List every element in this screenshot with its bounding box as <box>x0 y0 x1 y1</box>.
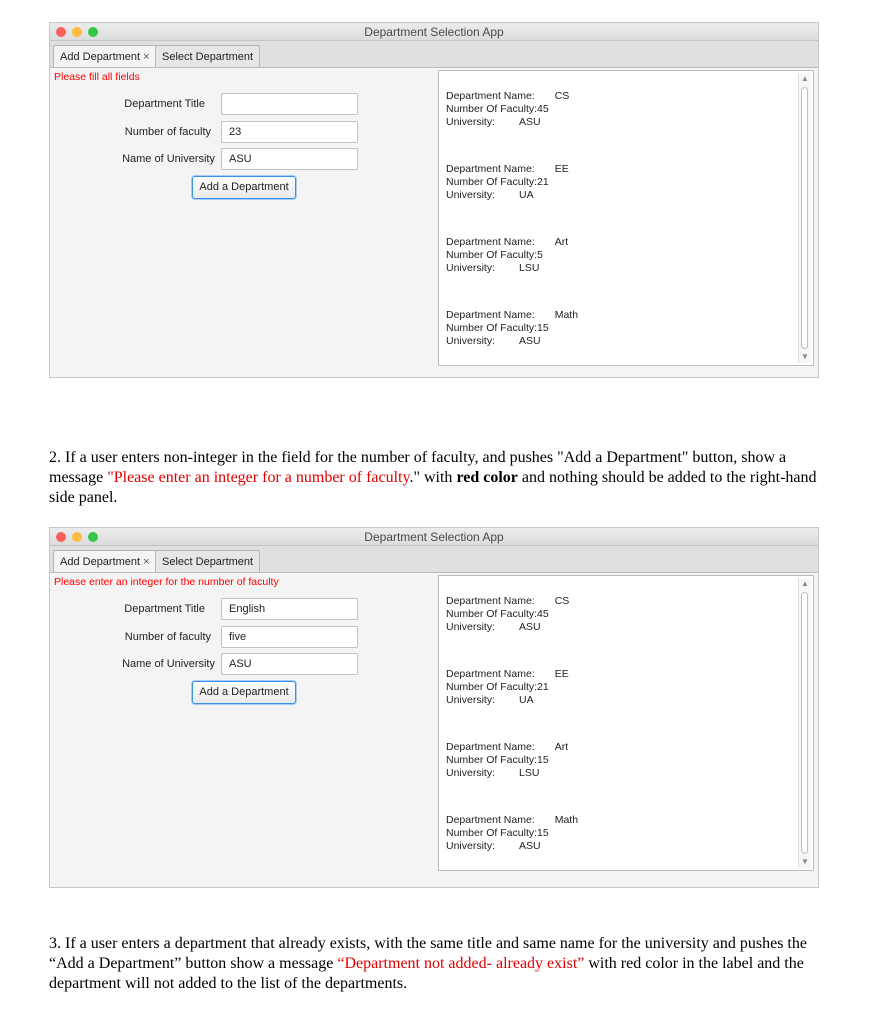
department-entry <box>446 741 568 780</box>
faculty-count: 45 <box>537 608 549 620</box>
tab-add-department[interactable] <box>53 550 157 572</box>
department-name: Math <box>554 309 579 321</box>
faculty-label: Number Of Faculty: <box>446 103 538 115</box>
faculty-label: Number Of Faculty: <box>446 249 538 261</box>
faculty-label: Number Of Faculty: <box>446 608 538 620</box>
instruction-paragraph-3 <box>49 934 839 994</box>
university-name-input[interactable]: ASU <box>221 148 358 170</box>
instruction-paragraph-2 <box>49 448 839 508</box>
scroll-thumb[interactable] <box>801 87 808 349</box>
faculty-label: Number Of Faculty: <box>446 681 538 693</box>
departments-panel[interactable] <box>438 575 814 871</box>
university-label: University: <box>446 840 496 852</box>
add-department-button[interactable]: Add a Department <box>192 681 296 704</box>
name-label: Department Name: <box>446 163 535 175</box>
department-name: EE <box>554 668 569 680</box>
window-title: Department Selection App <box>364 25 504 39</box>
paragraph-text: with red color in the label and the department will not added to the list of the departments. <box>49 955 804 992</box>
tab-label: Select Department <box>162 51 254 63</box>
university-value: ASU <box>519 116 541 128</box>
university-label: University: <box>446 262 496 274</box>
faculty-label: Number Of Faculty: <box>446 754 538 766</box>
department-entry <box>446 309 578 348</box>
university-label: University: <box>446 116 496 128</box>
scroll-down-icon[interactable]: ▼ <box>801 352 809 361</box>
department-entry <box>446 90 569 129</box>
university-label: University: <box>446 335 496 347</box>
name-label: Department Name: <box>446 90 535 102</box>
department-entry <box>446 668 569 707</box>
scroll-thumb[interactable] <box>801 592 808 854</box>
name-label: Department Name: <box>446 595 535 607</box>
university-name-label: Name of University <box>122 153 215 165</box>
error-message: Please fill all fields <box>54 71 140 83</box>
department-entry <box>446 595 569 634</box>
paragraph-text: 3. If a user enters a department that already exists, with the same title and same name for the university and pushes the “Add a Department” button show a message <box>49 935 807 972</box>
university-label: University: <box>446 621 496 633</box>
paragraph-text: and nothing should be added to the right-hand side panel. <box>49 469 817 506</box>
number-of-faculty-label: Number of faculty <box>124 126 211 138</box>
university-label: University: <box>446 767 496 779</box>
faculty-count: 5 <box>537 249 543 261</box>
name-label: Department Name: <box>446 741 535 753</box>
department-entry <box>446 163 569 202</box>
faculty-label: Number Of Faculty: <box>446 176 538 188</box>
tab-bar <box>50 546 818 573</box>
department-name: CS <box>554 90 570 102</box>
close-tab-icon[interactable]: × <box>143 556 150 568</box>
department-name: Math <box>554 814 579 826</box>
faculty-count: 15 <box>537 827 549 839</box>
university-value: ASU <box>519 335 541 347</box>
university-name-input[interactable]: ASU <box>221 653 358 675</box>
tab-label: Add Department <box>60 556 141 568</box>
department-name: CS <box>554 595 570 607</box>
error-message: Please enter an integer for the number of faculty <box>54 576 279 588</box>
tab-content <box>50 68 818 377</box>
department-title-label: Department Title <box>124 603 205 615</box>
department-name: EE <box>554 163 569 175</box>
tab-label: Select Department <box>162 556 254 568</box>
department-title-input[interactable]: English <box>221 598 358 620</box>
scroll-up-icon[interactable]: ▲ <box>801 579 809 588</box>
department-entry <box>446 814 578 853</box>
tab-label: Add Department <box>60 51 141 63</box>
university-value: LSU <box>519 262 540 274</box>
department-name: Art <box>554 741 569 753</box>
tab-select-department[interactable] <box>155 550 260 572</box>
number-of-faculty-input[interactable]: 23 <box>221 121 358 143</box>
name-label: Department Name: <box>446 309 535 321</box>
faculty-label: Number Of Faculty: <box>446 322 538 334</box>
tab-bar <box>50 41 818 68</box>
paragraph-text: ." with <box>409 469 457 486</box>
tab-select-department[interactable] <box>155 45 260 67</box>
faculty-label: Number Of Faculty: <box>446 827 538 839</box>
paragraph-text: 2. If a user enters non-integer in the field for the number of faculty, and pushes "Add a Department" button, show a message <box>49 449 787 486</box>
number-of-faculty-label: Number of faculty <box>124 631 211 643</box>
university-label: University: <box>446 189 496 201</box>
faculty-count: 15 <box>537 754 549 766</box>
number-of-faculty-input[interactable]: five <box>221 626 358 648</box>
vertical-scrollbar[interactable] <box>798 578 811 868</box>
close-tab-icon[interactable]: × <box>143 51 150 63</box>
window-title: Department Selection App <box>364 530 504 544</box>
name-label: Department Name: <box>446 668 535 680</box>
faculty-count: 15 <box>537 322 549 334</box>
university-value: UA <box>519 189 534 201</box>
university-label: University: <box>446 694 496 706</box>
title-bar <box>50 528 818 546</box>
department-name: Art <box>554 236 569 248</box>
faculty-count: 21 <box>537 176 549 188</box>
vertical-scrollbar[interactable] <box>798 73 811 363</box>
faculty-count: 45 <box>537 103 549 115</box>
university-value: ASU <box>519 621 541 633</box>
tab-content <box>50 573 818 887</box>
department-title-input[interactable] <box>221 93 358 115</box>
department-entry <box>446 236 568 275</box>
app-window-2 <box>49 527 819 888</box>
name-label: Department Name: <box>446 236 535 248</box>
university-value: UA <box>519 694 534 706</box>
scroll-up-icon[interactable]: ▲ <box>801 74 809 83</box>
department-title-label: Department Title <box>124 98 205 110</box>
faculty-count: 21 <box>537 681 549 693</box>
name-label: Department Name: <box>446 814 535 826</box>
highlighted-message: "Please enter an integer for a number of faculty <box>107 469 410 486</box>
add-department-button[interactable]: Add a Department <box>192 176 296 199</box>
university-name-label: Name of University <box>122 658 215 670</box>
scroll-down-icon[interactable]: ▼ <box>801 857 809 866</box>
app-window-1 <box>49 22 819 378</box>
university-value: ASU <box>519 840 541 852</box>
university-value: LSU <box>519 767 540 779</box>
title-bar <box>50 23 818 41</box>
highlighted-message: “Department not added- already exist” <box>337 955 585 972</box>
departments-panel[interactable] <box>438 70 814 366</box>
tab-add-department[interactable] <box>53 45 157 67</box>
bold-text: red color <box>456 469 518 486</box>
